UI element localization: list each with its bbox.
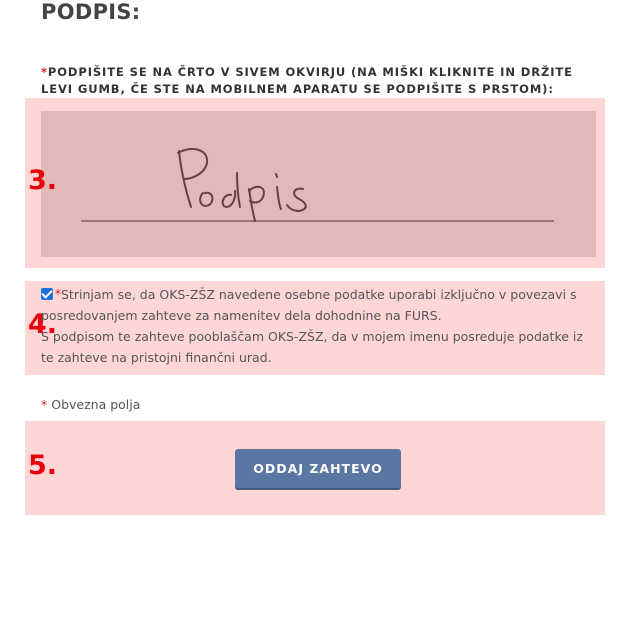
required-fields-mark: * (41, 397, 48, 412)
required-fields-note (41, 397, 140, 412)
section-title: PODPIS: (41, 0, 141, 24)
consent-text-line2: S podpisom te zahteve pooblaščam OKS-ZŠZ, da v mojem imenu posreduje podatke iz te zahteve na pristojni finančni urad. (41, 329, 583, 365)
required-mark: * (41, 65, 48, 79)
step-4-label: 4. (28, 309, 58, 340)
instructions-text: PODPIŠITE SE NA ČRTO V SIVEM OKVIRJU (NA MIŠKI KLIKNITE IN DRŽITE LEVI GUMB, ČE STE NA MOBILNEM APARATU SE PODPIŠITE S PRSTOM): (41, 65, 573, 96)
consent-text-line1: Strinjam se, da OKS-ZŠZ navedene osebne podatke uporabi izključno v povezavi s posredovanjem zahteve za namenitev dela dohodnine na FURS. (41, 287, 577, 323)
consent-required-mark: * (55, 287, 61, 301)
signature-drawing (178, 149, 306, 221)
signature-pad[interactable] (41, 111, 596, 257)
signature-canvas[interactable] (41, 111, 596, 257)
required-fields-text: Obvezna polja (51, 397, 141, 412)
signature-instructions (41, 64, 601, 98)
step-5-label: 5. (28, 450, 58, 481)
consent-block (41, 284, 591, 368)
submit-request-button[interactable]: ODDAJ ZAHTEVO (235, 449, 401, 488)
consent-checkbox[interactable] (41, 288, 53, 300)
step-3-label: 3. (28, 165, 58, 196)
